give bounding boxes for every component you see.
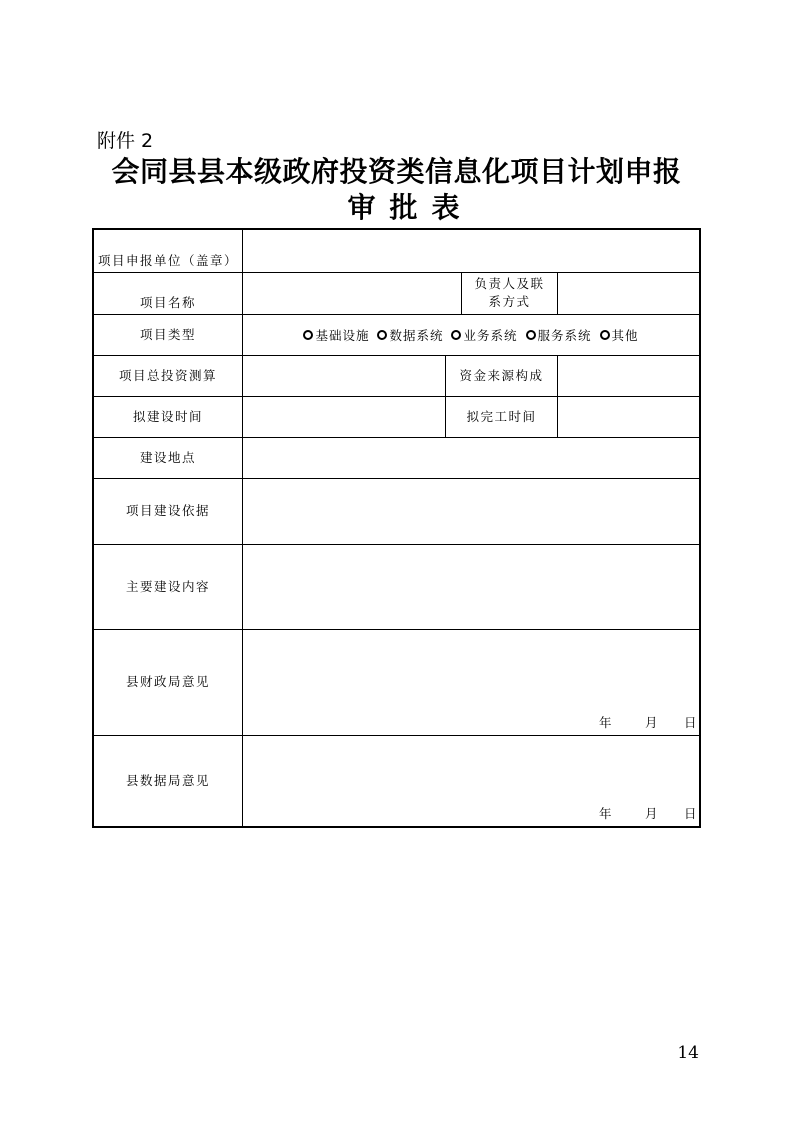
page-number: 14 <box>677 1043 699 1063</box>
row-project-name <box>94 272 699 315</box>
applicant-unit-label: 项目申报单位（盖章） <box>97 253 238 268</box>
project-name-field[interactable] <box>242 272 461 314</box>
row-applicant-unit <box>94 230 699 273</box>
form-title-suffix: 审批表 <box>347 191 474 224</box>
option-business-system[interactable]: 业务系统 <box>451 326 517 344</box>
date-year: 年 <box>599 715 612 730</box>
project-name-label: 项目名称 <box>139 295 196 310</box>
planned-start-field[interactable] <box>242 396 445 437</box>
form-title: 会同县县本级政府投资类信息化项目计划申报 <box>111 155 682 188</box>
basis-label: 项目建设依据 <box>125 503 210 518</box>
radio-icon <box>600 330 610 340</box>
fund-source-label: 资金来源构成 <box>445 355 557 396</box>
location-field[interactable] <box>242 437 699 478</box>
contact-label: 负责人及联系方式 <box>461 272 557 314</box>
content-label: 主要建设内容 <box>125 578 210 594</box>
row-location <box>94 437 699 479</box>
radio-icon <box>377 330 387 340</box>
date-month: 月 <box>645 715 658 730</box>
planned-completion-label: 拟完工时间 <box>445 396 557 437</box>
option-other[interactable]: 其他 <box>600 326 639 344</box>
row-project-type <box>94 314 699 356</box>
row-content <box>94 544 699 630</box>
location-label: 建设地点 <box>139 449 196 465</box>
finance-opinion-label: 县财政局意见 <box>125 674 210 689</box>
row-finance-opinion <box>94 629 699 736</box>
radio-icon <box>451 330 461 340</box>
approval-form-table <box>92 228 701 828</box>
attachment-label: 附件 2 <box>97 130 154 152</box>
total-investment-label: 项目总投资测算 <box>118 367 217 383</box>
planned-start-label: 拟建设时间 <box>132 408 203 424</box>
date-day: 日 <box>684 806 697 821</box>
data-bureau-opinion-field[interactable] <box>242 735 699 826</box>
row-data-bureau-opinion <box>94 735 699 826</box>
option-data-system[interactable]: 数据系统 <box>377 326 443 344</box>
basis-field[interactable] <box>242 478 699 544</box>
date-day: 日 <box>684 715 697 730</box>
date-year: 年 <box>599 806 612 821</box>
content-field[interactable] <box>242 544 699 629</box>
option-service-system[interactable]: 服务系统 <box>526 326 592 344</box>
row-investment <box>94 355 699 397</box>
fund-source-field[interactable] <box>557 355 699 396</box>
finance-opinion-field[interactable] <box>242 629 699 735</box>
project-type-options <box>242 314 699 355</box>
contact-field[interactable] <box>557 272 699 314</box>
total-investment-field[interactable] <box>242 355 445 396</box>
row-basis <box>94 478 699 545</box>
planned-completion-field[interactable] <box>557 396 699 437</box>
data-bureau-opinion-label: 县数据局意见 <box>125 772 210 788</box>
radio-icon <box>526 330 536 340</box>
option-infrastructure[interactable]: 基础设施 <box>303 326 369 344</box>
project-type-label: 项目类型 <box>139 326 196 342</box>
radio-icon <box>303 330 313 340</box>
applicant-unit-field[interactable] <box>242 230 699 272</box>
row-schedule <box>94 396 699 438</box>
date-month: 月 <box>645 806 658 821</box>
